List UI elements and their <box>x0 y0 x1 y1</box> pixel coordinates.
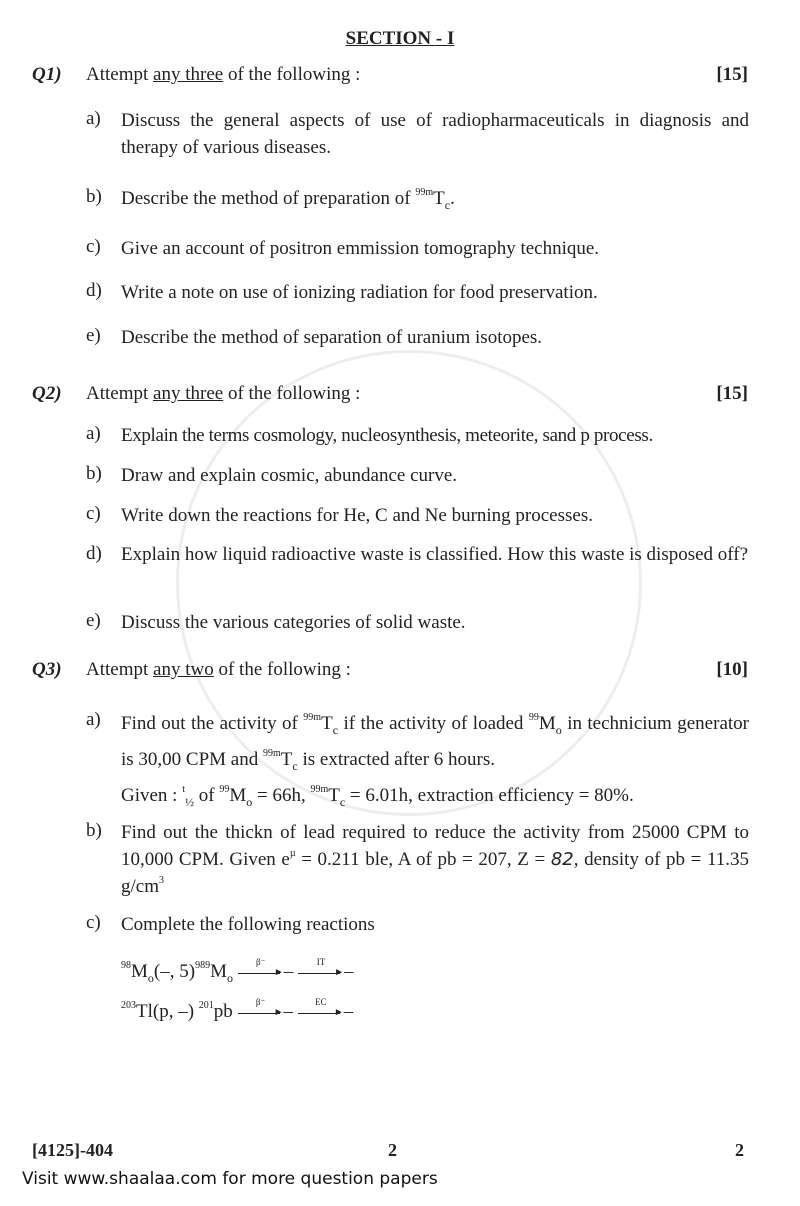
q1-c-text: Give an account of positron emmission tomography technique. <box>121 238 600 259</box>
q3-b-text: Find out the thickn of lead required to reduce the activity from 25000 CPM to 10,000 CPM. Given $e^\mu = 0.211$ ble, A of pb = 207, Z = 82, density of pb = 11.35 $g/cm^3$ <box>121 822 750 897</box>
reaction-1: $^{98}M_o(-$, $5)^{989}M_o$ β⁻ ► – IT ► – <box>121 956 354 985</box>
q1-prompt: Attempt any three of the following : <box>86 64 361 85</box>
q3-a-letter: a) <box>86 709 101 730</box>
q1-c-letter: c) <box>86 236 101 257</box>
q3-c-letter: c) <box>86 912 101 933</box>
handwritten-z-value: 82 <box>550 849 574 870</box>
q2-b-letter: b) <box>86 463 102 484</box>
q2-e-text: Discuss the various categories of solid waste. <box>121 612 466 633</box>
q3-marks: [10] <box>716 659 748 680</box>
q1-e-text: Describe the method of separation of uranium isotopes. <box>121 327 543 348</box>
q2-b-text: Draw and explain cosmic, abundance curve. <box>121 465 458 486</box>
q1-b-text: Describe the method of preparation of $^{99m}T_c$. <box>121 187 455 212</box>
q2-e-letter: e) <box>86 610 101 631</box>
reaction-arrow: IT ► <box>298 966 344 980</box>
page-number-right: 2 <box>735 1140 744 1160</box>
q1-label: Q1) <box>32 64 62 85</box>
q1-marks: [15] <box>716 64 748 85</box>
q2-c-letter: c) <box>86 503 101 524</box>
reaction-arrow: EC ► <box>298 1006 344 1020</box>
q2-d-text: Explain how liquid radioactive waste is classified. How this waste is disposed off? <box>121 544 749 565</box>
reaction-2: $^{203}$Tl(p, –) $^{201}$pb β⁻ ► – EC ► – <box>121 996 354 1022</box>
q3-a-text: Find out the activity of $^{99m}T_c$ if the activity of loaded $^{99}M_o$ in technicium generator is 30,00 CPM and $^{99m}T_c$ is extracted after 6 hours. Given : $^t_{\frac{1}{2}}$ of $^{99}M_o = 66h$, $^{99m}T_c = 6.01h$, extraction efficiency = 80%. <box>121 712 749 809</box>
q2-prompt: Attempt any three of the following : <box>86 383 361 404</box>
q2-label: Q2) <box>32 383 62 404</box>
q1-d-letter: d) <box>86 280 102 301</box>
q2-a-text: Explain the terms cosmology, nucleosynthesis, meteorite, sand p process. <box>121 425 653 446</box>
q2-marks: [15] <box>716 383 748 404</box>
q2-c-text: Write down the reactions for He, C and Ne burning processes. <box>121 505 593 526</box>
q2-a-letter: a) <box>86 423 101 444</box>
q1-b-letter: b) <box>86 186 102 207</box>
visit-link[interactable]: Visit www.shaalaa.com for more question papers <box>22 1169 438 1189</box>
q3-b-letter: b) <box>86 820 102 841</box>
q2-d-letter: d) <box>86 543 102 564</box>
q1-d-text: Write a note on use of ionizing radiation for food preservation. <box>121 282 598 303</box>
section-title: SECTION - I <box>345 28 455 49</box>
q3-label: Q3) <box>32 659 62 680</box>
page-number-center: 2 <box>388 1140 397 1160</box>
q1-e-letter: e) <box>86 325 101 346</box>
q3-c-text: Complete the following reactions <box>121 914 375 935</box>
q3-prompt: Attempt any two of the following : <box>86 659 351 680</box>
paper-code: [4125]-404 <box>32 1140 113 1160</box>
reaction-arrow: β⁻ ► <box>238 1006 284 1020</box>
q1-a-text: Discuss the general aspects of use of radiopharmaceuticals in diagnosis and therapy of various diseases. <box>121 110 749 158</box>
reaction-arrow: β⁻ ► <box>238 966 284 980</box>
q1-a-letter: a) <box>86 108 101 129</box>
